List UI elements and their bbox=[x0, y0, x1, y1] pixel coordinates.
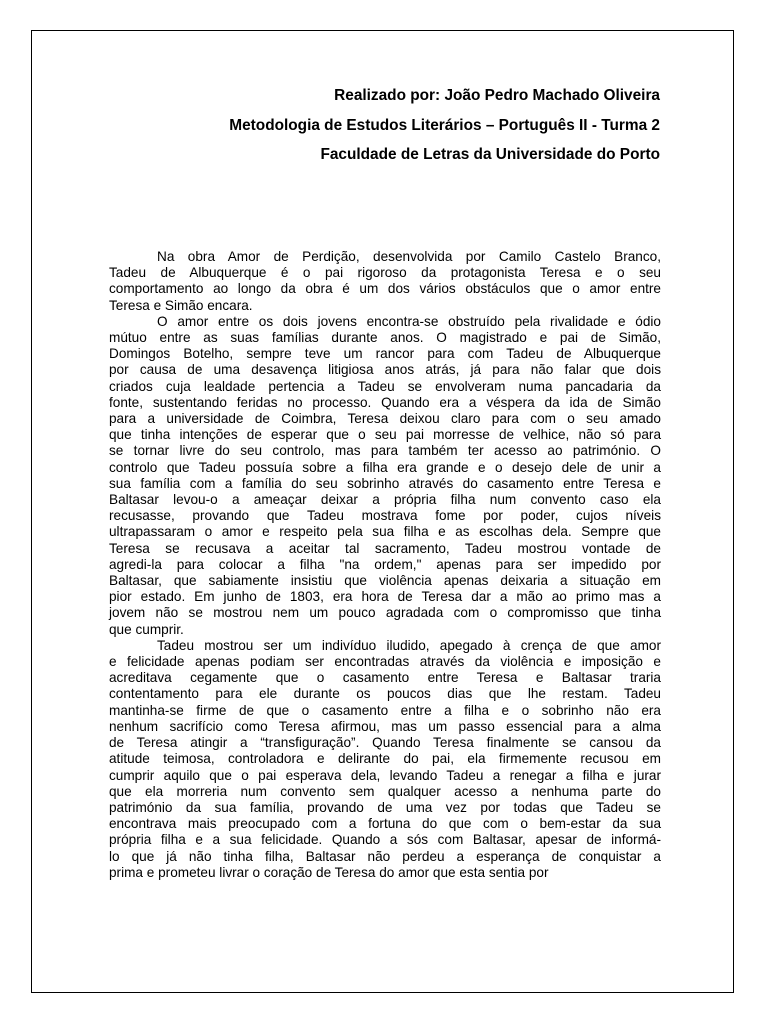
text-line: por causa de uma desavença litigiosa anos atrás, já para não falar que dois bbox=[109, 362, 661, 378]
text-line: controlo que Tadeu possuía sobre a filha era grande e o desejo dele de unir a bbox=[109, 459, 661, 475]
text-line: Baltasar levou-o a ameaçar deixar a própria filha num convento caso ela bbox=[109, 492, 661, 508]
text-line: jovem não se mostrou nem um pouco agradada com o compromisso que tinha bbox=[109, 605, 661, 621]
essay-body bbox=[109, 249, 661, 881]
paragraph-3 bbox=[109, 638, 661, 881]
text-line: Domingos Botelho, sempre teve um rancor para com Tadeu de Albuquerque bbox=[109, 346, 661, 362]
text-line: que ela morreria num convento sem qualquer acesso a nenhuma parte do bbox=[109, 783, 661, 799]
text-line: Baltasar, que sabiamente insistiu que violência apenas deixaria a situação em bbox=[109, 573, 661, 589]
document-header bbox=[229, 86, 660, 175]
text-line: Tadeu de Albuquerque é o pai rigoroso da protagonista Teresa e o seu bbox=[109, 265, 661, 281]
text-line: pior estado. Em junho de 1803, era hora de Teresa dar a mão ao primo mas a bbox=[109, 589, 661, 605]
text-line: contentamento para ele durante os poucos dias que lhe restam. Tadeu bbox=[109, 686, 661, 702]
author-line: Realizado por: João Pedro Machado Oliveira bbox=[334, 87, 660, 104]
text-line: nenhum sacrifício como Teresa afirmou, mas um passo essencial para a alma bbox=[109, 718, 661, 734]
text-line: de Teresa atingir a “transfiguração”. Quando Teresa finalmente se cansou da bbox=[109, 735, 661, 751]
paragraph-2 bbox=[109, 314, 661, 638]
text-line: Teresa e Simão encara. bbox=[109, 297, 253, 313]
text-line: lo que já não tinha filha, Baltasar não perdeu a esperança de conquistar a bbox=[109, 848, 661, 864]
text-line: própria filha e a sua felicidade. Quando a sós com Baltasar, apesar de informá- bbox=[109, 832, 661, 848]
text-line: Na obra Amor de Perdição, desenvolvida por Camilo Castelo Branco, bbox=[157, 249, 661, 264]
text-line: para a universidade de Coimbra, Teresa deixou claro para com o seu amado bbox=[109, 411, 661, 427]
text-line: comportamento ao longo da obra é um dos vários obstáculos que o amor entre bbox=[109, 281, 661, 297]
text-line: prima e prometeu livrar o coração de Teresa do amor que esta sentia por bbox=[109, 864, 549, 880]
course-line: Metodologia de Estudos Literários – Português II - Turma 2 bbox=[229, 116, 660, 134]
text-line: cumprir aquilo que o pai esperava dela, levando Tadeu a renegar a filha e jurar bbox=[109, 767, 661, 783]
text-line: criados cuja lealdade pertencia a Tadeu se envolveram numa pancadaria da bbox=[109, 378, 661, 394]
text-line: encontrava mais preocupado com a fortuna do que com o bem-estar da sua bbox=[109, 816, 661, 832]
text-line: mantinha-se firme de que o casamento entre a filha e o sobrinho não era bbox=[109, 702, 661, 718]
text-line: mútuo entre as suas famílias durante anos. O magistrado e pai de Simão, bbox=[109, 330, 661, 346]
text-line: Tadeu mostrou ser um indivíduo iludido, apegado à crença de que amor bbox=[157, 637, 661, 653]
text-line: recusasse, provando que Tadeu mostrava fome por poder, cujos níveis bbox=[109, 508, 661, 524]
text-line: que tinha intenções de esperar que o seu pai morresse de velhice, não só para bbox=[109, 427, 661, 443]
text-line: se tornar livre do seu controlo, mas para também ter acesso ao património. O bbox=[109, 443, 661, 459]
text-line: sua família com a família do seu sobrinho através do casamento entre Teresa e bbox=[109, 475, 661, 491]
paragraph-1 bbox=[109, 249, 661, 314]
text-line: acreditava cegamente que o casamento entre Teresa e Baltasar traria bbox=[109, 670, 661, 686]
text-line: património da sua família, provando de uma vez por todas que Tadeu se bbox=[109, 799, 661, 815]
text-line: ultrapassaram o amor e respeito pela sua filha e as escolhas dela. Sempre que bbox=[109, 524, 661, 540]
text-line: e felicidade apenas podiam ser encontradas através da violência e imposição e bbox=[109, 654, 661, 670]
faculty-line: Faculdade de Letras da Universidade do Porto bbox=[320, 146, 660, 163]
text-line: agredi-la para colocar a filha "na ordem," apenas para ser impedido por bbox=[109, 556, 661, 572]
text-line: fonte, sustentando feridas no processo. Quando era a véspera da ida de Simão bbox=[109, 394, 661, 410]
text-line: que cumprir. bbox=[109, 621, 184, 637]
text-line: Teresa se recusava a aceitar tal sacramento, Tadeu mostrou vontade de bbox=[109, 540, 661, 556]
text-line: atitude teimosa, controladora e delirante do pai, ela firmemente recusou em bbox=[109, 751, 661, 767]
text-line: O amor entre os dois jovens encontra-se obstruído pela rivalidade e ódio bbox=[157, 313, 661, 329]
